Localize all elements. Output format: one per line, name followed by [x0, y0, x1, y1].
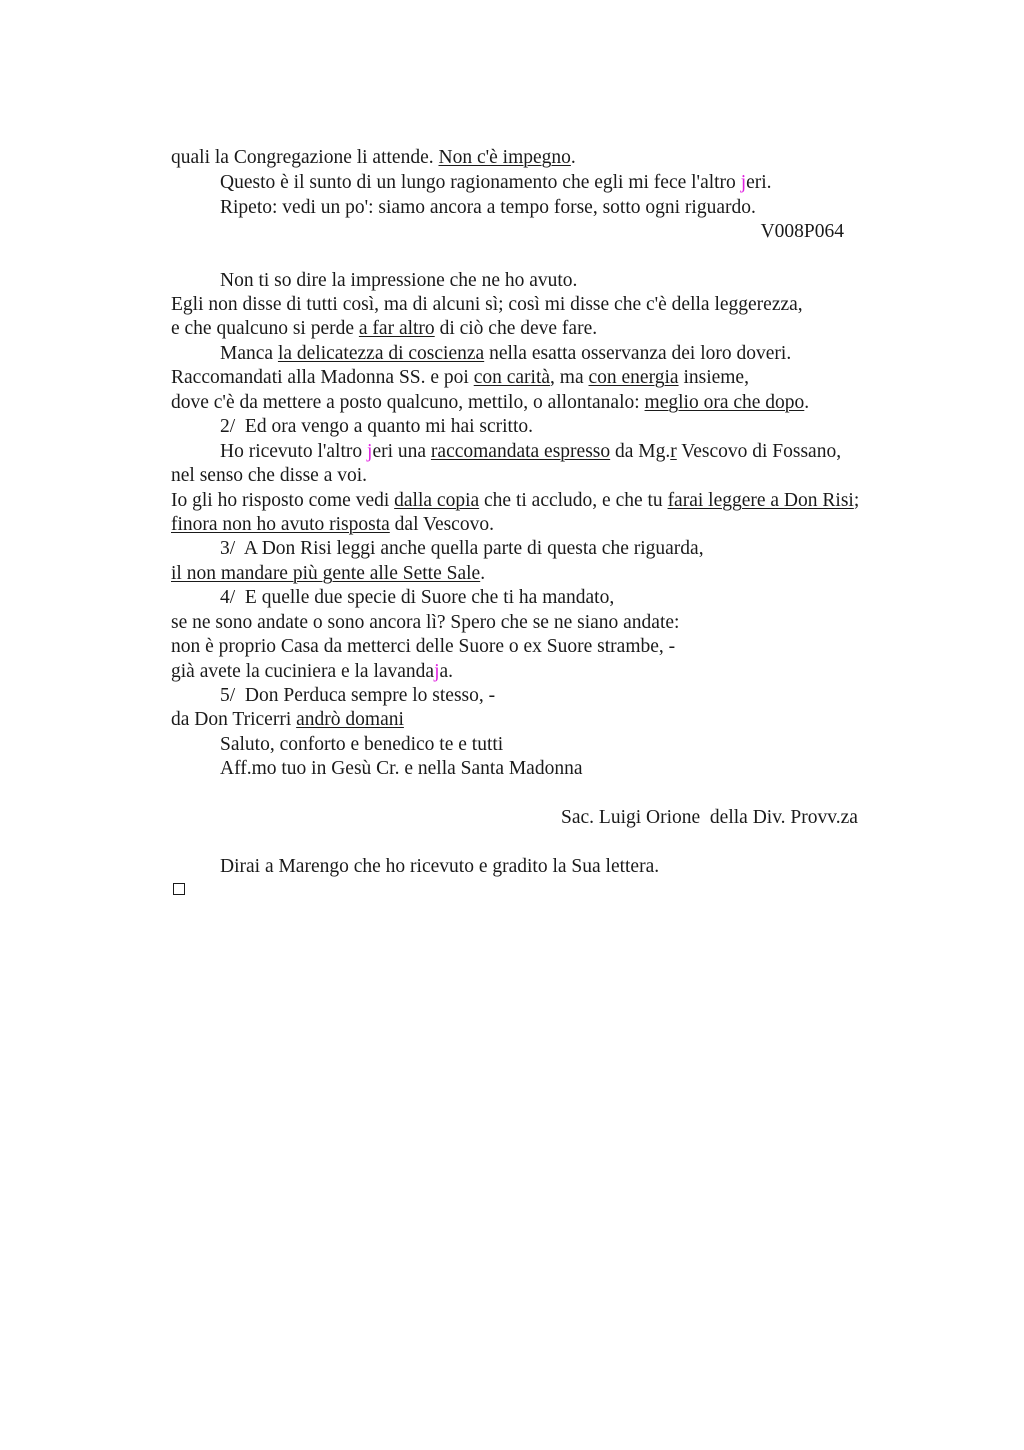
underlined-text: il non mandare più gente alle Sette Sale: [171, 563, 481, 584]
highlighted-letter: j: [367, 441, 373, 462]
postscript-line: Dirai a Marengo che ho ricevuto e gradito la Sua lettera.: [220, 856, 660, 877]
text-line: [220, 757, 583, 781]
text-span: Non ti so dire la impressione che ne ho avuto.: [220, 270, 578, 291]
text-span: quali la Congregazione li attende.: [171, 147, 439, 168]
text-span: Raccomandati alla Madonna SS. e poi: [171, 367, 474, 388]
text-span: , ma: [550, 367, 589, 388]
underlined-text: Non c'è impegno: [438, 147, 571, 168]
text-span: Ripeto: vedi un po': siamo ancora a tempo forse, sotto ogni riguardo.: [220, 197, 756, 218]
text-span: dove c'è da mettere a posto qualcuno, mettilo, o allontanalo:: [171, 392, 645, 413]
text-line: [171, 562, 485, 586]
text-line: [220, 171, 772, 195]
text-line: [171, 489, 859, 513]
underlined-text: meglio ora che dopo: [644, 392, 805, 413]
text-span: Saluto, conforto e benedico te e tutti: [220, 734, 504, 755]
underlined-text: raccomandata espresso: [430, 441, 611, 462]
underlined-text: con energia: [588, 367, 679, 388]
text-span: 5/ Don Perduca sempre lo stesso, -: [220, 685, 496, 706]
text-span: Io gli ho risposto come vedi: [171, 490, 395, 511]
text-line: [220, 684, 495, 708]
text-span: Ho ricevuto l'altro: [220, 441, 368, 462]
signature-line: Sac. Luigi Orione della Div. Provv.za: [561, 807, 858, 828]
text-span: di ciò che deve fare.: [434, 318, 598, 339]
text-span: Vescovo di Fossano,: [676, 441, 842, 462]
text-span: Manca: [220, 343, 278, 364]
text-line: [220, 537, 704, 561]
text-span: 4/ E quelle due specie di Suore che ti ha mandato,: [220, 587, 615, 608]
underlined-text: con carità: [473, 367, 551, 388]
text-span: ;: [853, 490, 860, 511]
text-span: insieme,: [678, 367, 749, 388]
text-line: [220, 586, 614, 610]
text-span: a.: [439, 661, 454, 682]
text-span: .: [570, 147, 576, 168]
text-line: [171, 391, 809, 415]
text-line: [171, 708, 404, 732]
text-span: Questo è il sunto di un lungo ragionamento che egli mi fece l'altro: [220, 172, 741, 193]
text-span: 3/ A Don Risi leggi anche quella parte di questa che riguarda,: [220, 538, 704, 559]
highlighted-letter: j: [434, 661, 440, 682]
underlined-text: la delicatezza di coscienza: [277, 343, 485, 364]
text-line: [171, 293, 803, 317]
text-line: [171, 513, 494, 537]
text-span: nel senso che disse a voi.: [171, 465, 368, 486]
text-line: [220, 269, 577, 293]
text-span: 2/ Ed ora vengo a quanto mi hai scritto.: [220, 416, 534, 437]
text-line: [220, 342, 791, 366]
text-span: se ne sono andate o sono ancora lì? Spero che se ne siano andate:: [171, 612, 680, 633]
text-span: eri una: [372, 441, 431, 462]
text-line: [220, 733, 503, 757]
text-span: non è proprio Casa da metterci delle Suore o ex Suore strambe, -: [171, 636, 676, 657]
highlighted-letter: j: [740, 172, 747, 193]
text-line: [220, 415, 533, 439]
text-span: Egli non disse di tutti così, ma di alcuni sì; così mi disse che c'è della leggerezza,: [171, 294, 803, 315]
text-line: [171, 366, 749, 390]
underlined-text: r: [670, 441, 677, 462]
text-span: già avete la cuciniera e la lavanda: [171, 661, 435, 682]
text-line: [171, 464, 367, 488]
underlined-text: dalla copia: [394, 490, 480, 511]
underlined-text: a far altro: [358, 318, 435, 339]
text-span: e che qualcuno si perde: [171, 318, 359, 339]
text-span: nella esatta osservanza dei loro doveri.: [484, 343, 792, 364]
page-reference: V008P064: [760, 221, 844, 242]
text-line: [171, 611, 679, 635]
text-line: [171, 146, 576, 170]
text-line: [220, 196, 756, 220]
underlined-text: farai leggere a Don Risi: [667, 490, 854, 511]
text-line: [171, 660, 453, 684]
text-span: .: [480, 563, 486, 584]
text-span: dal Vescovo.: [389, 514, 494, 535]
underlined-text: andrò domani: [296, 709, 404, 730]
text-span: Aff.mo tuo in Gesù Cr. e nella Santa Madonna: [220, 758, 583, 779]
text-line: [171, 317, 597, 341]
text-line: [220, 440, 841, 464]
checkbox-square-icon: [173, 883, 185, 895]
text-span: da Don Tricerri: [171, 709, 297, 730]
text-span: .: [804, 392, 810, 413]
text-line: [171, 635, 675, 659]
underlined-text: finora non ho avuto risposta: [171, 514, 390, 535]
text-span: che ti accludo, e che tu: [479, 490, 668, 511]
text-span: eri.: [746, 172, 772, 193]
text-span: da Mg.: [610, 441, 671, 462]
